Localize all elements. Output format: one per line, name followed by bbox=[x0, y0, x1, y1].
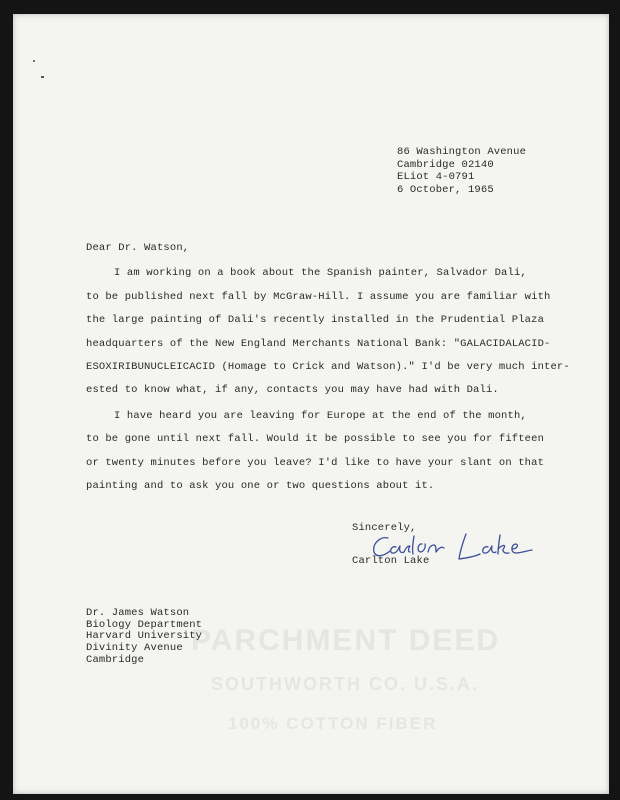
body-line: the large painting of Dali's recently installed in the Prudential Plaza bbox=[86, 314, 545, 326]
body-line: to be published next fall by McGraw-Hill. I assume you are familiar with bbox=[86, 291, 551, 303]
body-line: or twenty minutes before you leave? I'd like to have your slant on that bbox=[86, 457, 545, 469]
recipient-address bbox=[86, 608, 202, 667]
letter-page bbox=[13, 14, 609, 794]
body-line: painting and to ask you one or two questions about it. bbox=[86, 480, 435, 492]
recipient-line: Biology Department bbox=[86, 618, 203, 631]
recipient-line: Dr. James Watson bbox=[86, 607, 190, 619]
body-line: to be gone until next fall. Would it be possible to see you for fifteen bbox=[86, 433, 545, 445]
body-line: ested to know what, if any, contacts you may have had with Dali. bbox=[86, 384, 499, 396]
watermark-line: 100% COTTON FIBER bbox=[228, 714, 438, 733]
address-line: 86 Washington Avenue bbox=[397, 146, 527, 158]
signer-name: Carlton Lake bbox=[352, 555, 430, 567]
recipient-line: Harvard University bbox=[86, 630, 203, 643]
body-line: I have heard you are leaving for Europe at the end of the month, bbox=[114, 410, 527, 422]
address-line: Cambridge 02140 bbox=[397, 158, 494, 171]
watermark-line: SOUTHWORTH CO. U.S.A. bbox=[211, 674, 479, 694]
body-line: I am working on a book about the Spanish painter, Salvador Dali, bbox=[114, 267, 527, 279]
watermark-line: PARCHMENT DEED bbox=[191, 624, 501, 657]
address-line: ELiot 4-0791 bbox=[397, 171, 475, 183]
letter-date: 6 October, 1965 bbox=[397, 183, 494, 196]
closing: Sincerely, bbox=[352, 522, 417, 534]
body-line: headquarters of the New England Merchants National Bank: "GALACIDALACID- bbox=[86, 338, 551, 350]
salutation: Dear Dr. Watson, bbox=[86, 242, 190, 254]
recipient-line: Divinity Avenue bbox=[86, 642, 183, 655]
return-address bbox=[397, 146, 526, 196]
paper-speck bbox=[41, 76, 44, 78]
recipient-line: Cambridge bbox=[86, 653, 145, 666]
body-line: ESOXIRIBUNUCLEICACID (Homage to Crick and Watson)." I'd be very much inter- bbox=[86, 361, 570, 373]
paper-speck bbox=[33, 60, 35, 62]
